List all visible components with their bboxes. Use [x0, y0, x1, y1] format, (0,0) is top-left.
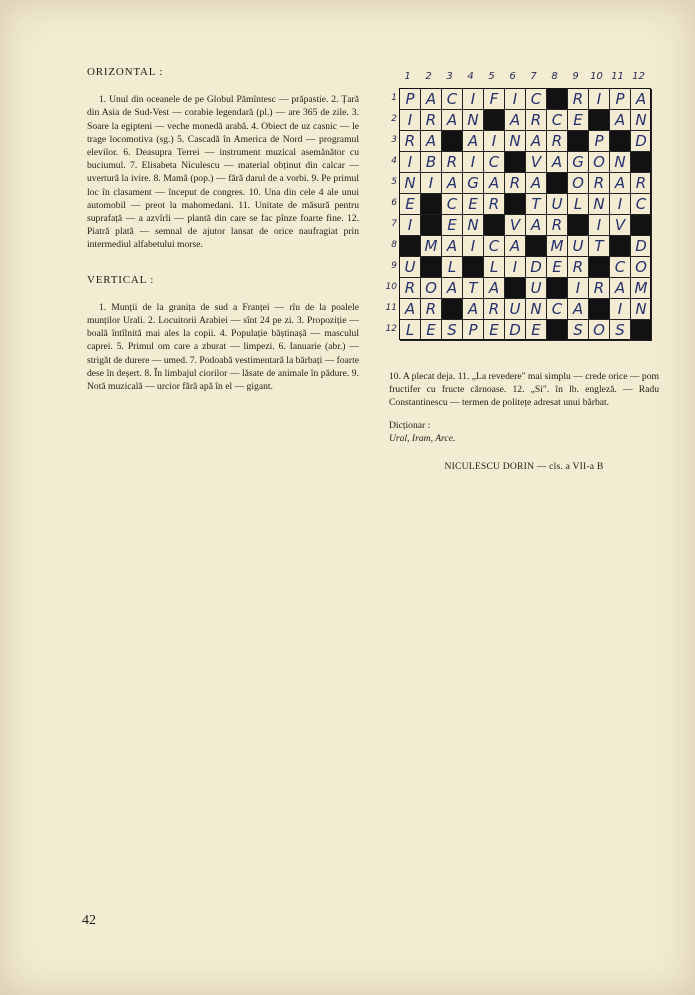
- letter-cell: A: [547, 152, 568, 173]
- letter-cell: A: [526, 215, 547, 236]
- letter-cell: S: [568, 320, 589, 341]
- letter-cell: L: [400, 320, 421, 341]
- column-number: 12: [632, 71, 645, 82]
- letter-cell: R: [589, 173, 610, 194]
- black-square: [505, 194, 526, 215]
- letter-cell: T: [463, 278, 484, 299]
- letter-cell: C: [547, 110, 568, 131]
- letter-cell: N: [631, 299, 652, 320]
- row-number: 12: [385, 324, 397, 334]
- letter-cell: A: [631, 89, 652, 110]
- letter-cell: A: [442, 278, 463, 299]
- letter-cell: I: [421, 173, 442, 194]
- row-number: 6: [391, 198, 397, 208]
- letter-cell: N: [463, 110, 484, 131]
- letter-cell: I: [463, 89, 484, 110]
- crossword-area: [385, 70, 659, 360]
- letter-cell: R: [589, 278, 610, 299]
- letter-cell: A: [610, 173, 631, 194]
- column-number: 6: [509, 71, 516, 82]
- letter-cell: E: [568, 110, 589, 131]
- letter-cell: R: [484, 299, 505, 320]
- orizontal-clues: 1. Unul din oceanele de pe Globul Pămîntesc — prăpastie. 2. Țară din Asia de Sud-Vest — corabie legendară (pl.) — are 365 de zile. 3. Soare la egipteni — veche monedă arabă. 4. Obiect de uz casnic — le trage locomotiva (sg.) 5. Cascadă în America de Nord — programul elevilor. 6. Deasupra Terrei — instrument muzical asemănător cu buciumul. 7. Elisabeta Niculescu — material obținut din calcar — uvertură la ivire. 8. Mamă (pop.) — fără darul de a vorbi. 9. Pe primul loc în clasament — început de congres. 10. Una din cele 4 ale unui automobil — preot la mahomedani. 11. Unitate de măsură pentru suprafață — a azvîrli — plantă din care se fac pînze foarte fine. 12. Piatră plată — semnal de ajutor lansat de orice naufragiat prin intermediul alfabetului morse.: [87, 94, 359, 251]
- letter-cell: O: [421, 278, 442, 299]
- letter-cell: M: [547, 236, 568, 257]
- letter-cell: L: [484, 257, 505, 278]
- letter-cell: C: [442, 194, 463, 215]
- black-square: [631, 215, 652, 236]
- letter-cell: V: [526, 152, 547, 173]
- black-square: [547, 320, 568, 341]
- letter-cell: I: [400, 152, 421, 173]
- letter-cell: R: [400, 131, 421, 152]
- row-number: 11: [385, 303, 397, 313]
- letter-cell: C: [484, 236, 505, 257]
- vertical-clues: 1. Munții de la granița de sud a Franței — rîu de la poalele munților Urali. 2. Locuitorii Arabiei — sînt 24 pe zi. 3. Propoziție — boală întîlnită mai ales la copii. 4. Populație băștinașă — masculul caprei. 5. Primul om care a zburat — limpezi. 6. Ianuarie (abr.) — strigăt de durere — umed. 7. Podoabă vestimentară la bărbați — foarte dese în deșert. 8. În limbajul ciorilor — lăsate de animale în pădure. 9. Notă muzicală — urcior fără apă în el — gigant.: [87, 301, 359, 393]
- black-square: [400, 236, 421, 257]
- letter-cell: A: [484, 173, 505, 194]
- letter-cell: L: [442, 257, 463, 278]
- column-number: 1: [404, 71, 411, 82]
- letter-cell: A: [442, 236, 463, 257]
- black-square: [526, 236, 547, 257]
- letter-cell: M: [631, 278, 652, 299]
- column-number: 8: [551, 71, 558, 82]
- letter-cell: A: [484, 278, 505, 299]
- letter-cell: I: [610, 299, 631, 320]
- column-number: 2: [425, 71, 432, 82]
- dictionary-label: Dicționar :: [389, 420, 431, 432]
- letter-cell: E: [526, 320, 547, 341]
- letter-cell: E: [547, 257, 568, 278]
- letter-cell: O: [631, 257, 652, 278]
- letter-cell: V: [610, 215, 631, 236]
- letter-cell: N: [610, 152, 631, 173]
- letter-cell: C: [484, 152, 505, 173]
- letter-cell: R: [547, 131, 568, 152]
- letter-cell: N: [400, 173, 421, 194]
- letter-cell: I: [463, 152, 484, 173]
- letter-cell: O: [568, 173, 589, 194]
- letter-cell: G: [568, 152, 589, 173]
- orizontal-heading: ORIZONTAL :: [87, 66, 164, 78]
- letter-cell: I: [589, 215, 610, 236]
- column-number: 7: [530, 71, 537, 82]
- row-number: 1: [391, 93, 397, 103]
- letter-cell: A: [505, 110, 526, 131]
- letter-cell: R: [484, 194, 505, 215]
- letter-cell: A: [526, 173, 547, 194]
- letter-cell: R: [505, 173, 526, 194]
- black-square: [631, 152, 652, 173]
- letter-cell: A: [421, 131, 442, 152]
- letter-cell: C: [442, 89, 463, 110]
- letter-cell: T: [589, 236, 610, 257]
- black-square: [442, 299, 463, 320]
- letter-cell: C: [547, 299, 568, 320]
- black-square: [568, 215, 589, 236]
- black-square: [421, 215, 442, 236]
- column-number: 4: [467, 71, 474, 82]
- letter-cell: V: [505, 215, 526, 236]
- letter-cell: R: [421, 299, 442, 320]
- black-square: [484, 215, 505, 236]
- letter-cell: A: [400, 299, 421, 320]
- black-square: [589, 110, 610, 131]
- letter-cell: P: [463, 320, 484, 341]
- letter-cell: A: [442, 173, 463, 194]
- letter-cell: D: [505, 320, 526, 341]
- letter-cell: A: [505, 236, 526, 257]
- letter-cell: M: [421, 236, 442, 257]
- letter-cell: I: [463, 236, 484, 257]
- black-square: [610, 131, 631, 152]
- letter-cell: R: [568, 89, 589, 110]
- letter-cell: D: [526, 257, 547, 278]
- letter-cell: N: [463, 215, 484, 236]
- letter-cell: R: [442, 152, 463, 173]
- black-square: [421, 257, 442, 278]
- black-square: [631, 320, 652, 341]
- column-number: 9: [572, 71, 579, 82]
- letter-cell: N: [631, 110, 652, 131]
- clues-column: [87, 66, 359, 415]
- letter-cell: A: [610, 110, 631, 131]
- row-number: 10: [385, 282, 397, 292]
- letter-cell: R: [400, 278, 421, 299]
- crossword-column: [385, 70, 659, 473]
- letter-cell: U: [400, 257, 421, 278]
- black-square: [484, 110, 505, 131]
- black-square: [589, 257, 610, 278]
- black-square: [547, 278, 568, 299]
- black-square: [505, 278, 526, 299]
- row-number: 5: [391, 177, 397, 187]
- letter-cell: R: [547, 215, 568, 236]
- row-number: 9: [391, 261, 397, 271]
- vertical-heading: VERTICAL :: [87, 273, 155, 286]
- letter-cell: N: [526, 299, 547, 320]
- letter-cell: A: [442, 110, 463, 131]
- letter-cell: R: [631, 173, 652, 194]
- letter-cell: O: [589, 320, 610, 341]
- letter-cell: I: [610, 194, 631, 215]
- letter-cell: T: [526, 194, 547, 215]
- column-number: 3: [446, 71, 453, 82]
- black-square: [505, 152, 526, 173]
- letter-cell: E: [421, 320, 442, 341]
- row-number: 2: [391, 114, 397, 124]
- letter-cell: C: [631, 194, 652, 215]
- letter-cell: I: [568, 278, 589, 299]
- letter-cell: S: [610, 320, 631, 341]
- black-square: [442, 131, 463, 152]
- letter-cell: S: [442, 320, 463, 341]
- page-number: 42: [82, 913, 96, 928]
- letter-cell: P: [610, 89, 631, 110]
- letter-cell: G: [463, 173, 484, 194]
- column-number: 11: [611, 71, 624, 82]
- dictionary-words: Ural, Iram, Arce.: [389, 433, 456, 445]
- row-number: 7: [391, 219, 397, 229]
- column-number: 10: [590, 71, 603, 82]
- letter-cell: I: [589, 89, 610, 110]
- black-square: [463, 257, 484, 278]
- crossword-grid: [399, 88, 651, 340]
- letter-cell: L: [568, 194, 589, 215]
- letter-cell: I: [484, 131, 505, 152]
- letter-cell: E: [484, 320, 505, 341]
- letter-cell: A: [610, 278, 631, 299]
- letter-cell: A: [421, 89, 442, 110]
- letter-cell: E: [400, 194, 421, 215]
- letter-cell: R: [421, 110, 442, 131]
- row-number: 4: [391, 156, 397, 166]
- column-numbers: [397, 70, 649, 84]
- letter-cell: A: [568, 299, 589, 320]
- letter-cell: A: [463, 299, 484, 320]
- black-square: [589, 299, 610, 320]
- letter-cell: I: [400, 110, 421, 131]
- black-square: [421, 194, 442, 215]
- letter-cell: N: [505, 131, 526, 152]
- letter-cell: O: [589, 152, 610, 173]
- black-square: [547, 89, 568, 110]
- column-number: 5: [488, 71, 495, 82]
- letter-cell: I: [505, 257, 526, 278]
- letter-cell: D: [631, 236, 652, 257]
- letter-cell: R: [526, 110, 547, 131]
- letter-cell: A: [526, 131, 547, 152]
- row-numbers: [383, 88, 397, 340]
- letter-cell: R: [568, 257, 589, 278]
- letter-cell: I: [505, 89, 526, 110]
- letter-cell: N: [589, 194, 610, 215]
- letter-cell: C: [610, 257, 631, 278]
- letter-cell: E: [463, 194, 484, 215]
- letter-cell: D: [631, 131, 652, 152]
- letter-cell: C: [526, 89, 547, 110]
- black-square: [568, 131, 589, 152]
- black-square: [547, 173, 568, 194]
- letter-cell: F: [484, 89, 505, 110]
- letter-cell: U: [568, 236, 589, 257]
- author-credit: NICULESCU DORIN — cls. a VII-a B: [444, 460, 604, 472]
- letter-cell: P: [400, 89, 421, 110]
- letter-cell: U: [526, 278, 547, 299]
- letter-cell: A: [463, 131, 484, 152]
- letter-cell: U: [505, 299, 526, 320]
- letter-cell: I: [400, 215, 421, 236]
- letter-cell: B: [421, 152, 442, 173]
- letter-cell: P: [589, 131, 610, 152]
- letter-cell: U: [547, 194, 568, 215]
- row-number: 8: [391, 240, 397, 250]
- black-square: [610, 236, 631, 257]
- letter-cell: E: [442, 215, 463, 236]
- vertical-clues-continuation: 10. A plecat deja. 11. „La revedere" mai simplu — crede orice — pom fructifer cu fructe cărnoase. 12. „Si". în lb. engleză. — Radu Constantinescu — termen de politețe adresat unui bărbat.: [389, 371, 659, 409]
- row-number: 3: [391, 135, 397, 145]
